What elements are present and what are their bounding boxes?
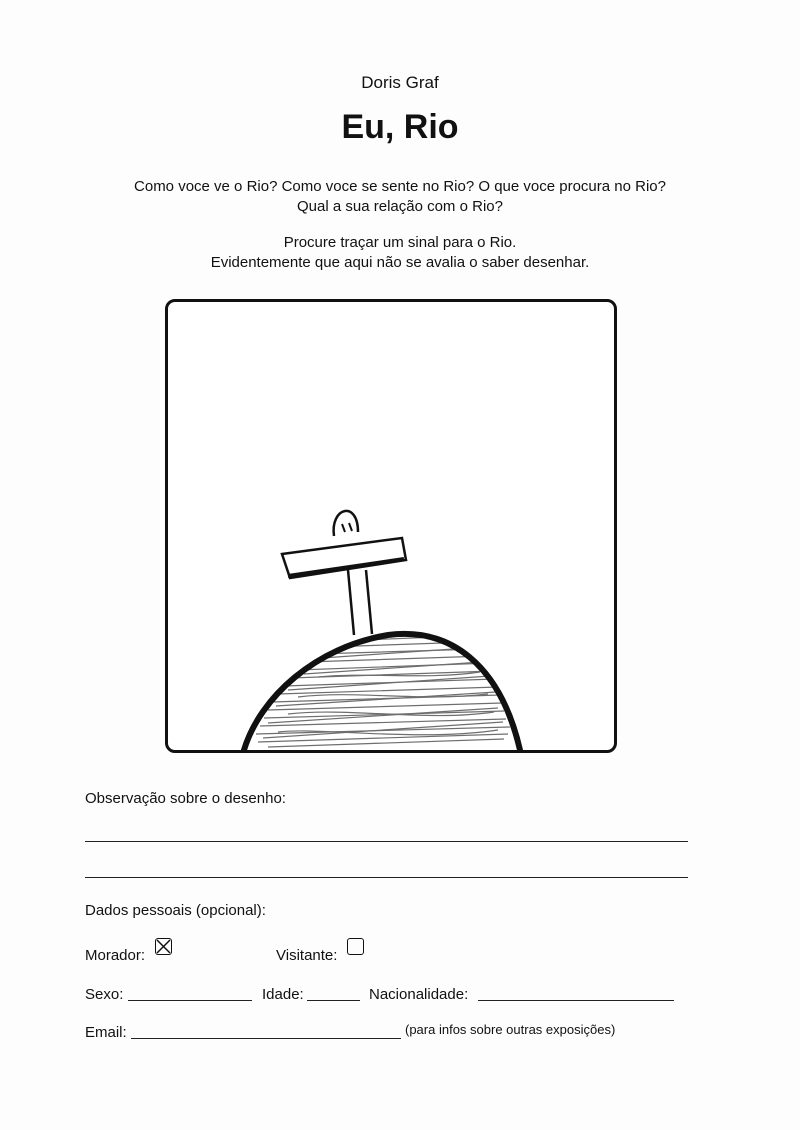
statue-head: [334, 511, 358, 536]
age-field[interactable]: [307, 1000, 360, 1001]
age-label: Idade:: [262, 986, 304, 1003]
hand-drawing: [168, 302, 614, 750]
sex-label: Sexo:: [85, 986, 124, 1003]
question-line-1: Como voce ve o Rio? Como voce se sente no Rio? O que voce procura no Rio?: [134, 178, 666, 195]
observation-label: Observação sobre o desenho:: [85, 790, 286, 807]
observation-line-1[interactable]: [85, 841, 688, 842]
page-title: Eu, Rio: [341, 108, 459, 146]
visitor-label: Visitante:: [276, 947, 338, 964]
author-name: Doris Graf: [361, 73, 439, 92]
email-label: Email:: [85, 1024, 127, 1041]
instruction-text: [0, 233, 800, 273]
instruction-line-1: Procure traçar um sinal para o Rio.: [283, 234, 517, 251]
drawing-area[interactable]: [165, 299, 617, 753]
nationality-field[interactable]: [478, 1000, 674, 1001]
email-field[interactable]: [131, 1038, 401, 1039]
observation-line-2[interactable]: [85, 877, 688, 878]
nationality-label: Nacionalidade:: [369, 986, 469, 1003]
checkbox-checked-icon: [155, 938, 172, 955]
question-text: [0, 177, 800, 217]
question-line-2: Qual a sua relação com o Rio?: [297, 198, 503, 215]
visitor-checkbox[interactable]: [347, 938, 364, 960]
resident-label: Morador:: [85, 947, 146, 964]
personal-data-label: Dados pessoais (opcional):: [85, 902, 266, 919]
email-note: (para infos sobre outras exposições): [405, 1022, 616, 1037]
statue-arms: [282, 538, 406, 578]
instruction-line-2: Evidentemente que aqui não se avalia o saber desenhar.: [210, 254, 590, 271]
checkbox-empty-icon: [347, 938, 364, 955]
sex-field[interactable]: [128, 1000, 252, 1001]
resident-checkbox[interactable]: [155, 938, 172, 960]
hill-shading: [256, 636, 510, 747]
